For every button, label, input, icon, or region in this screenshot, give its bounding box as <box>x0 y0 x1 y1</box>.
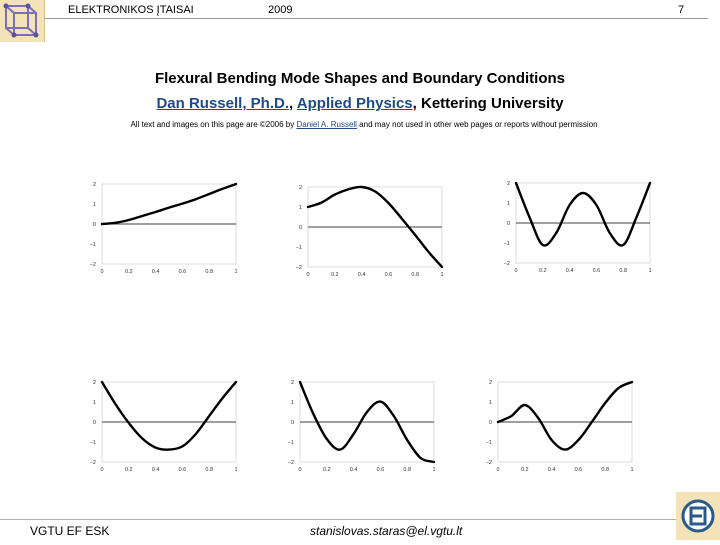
copyright-author-link[interactable]: Daniel A. Russell <box>296 120 357 129</box>
mode-shape-svg <box>288 378 440 474</box>
mode-shape-curve <box>102 184 236 224</box>
y-tick-label: −2 <box>486 460 492 466</box>
x-tick-label: 0.4 <box>349 467 358 473</box>
y-tick-label: 2 <box>290 380 294 386</box>
y-tick-label: 2 <box>488 380 492 386</box>
x-tick-label: 0 <box>100 467 104 473</box>
x-tick-label: 1 <box>440 272 444 278</box>
course-title: ELEKTRONIKOS ĮTAISAI <box>68 4 194 16</box>
x-tick-label: 0.8 <box>619 268 628 274</box>
page-number: 7 <box>678 4 685 16</box>
header-divider <box>44 18 708 19</box>
y-tick-label: 1 <box>506 201 510 207</box>
footer-divider <box>0 519 720 520</box>
university-logo-icon <box>0 0 45 42</box>
year-label: 2009 <box>268 4 293 16</box>
x-tick-label: 0.6 <box>178 467 187 473</box>
mode-shape-curve <box>516 183 650 246</box>
y-tick-label: 2 <box>92 182 96 188</box>
x-tick-label: 0 <box>306 272 310 278</box>
y-tick-label: 1 <box>92 202 96 208</box>
x-tick-label: 0.4 <box>547 467 556 473</box>
x-tick-label: 1 <box>630 467 634 473</box>
y-tick-label: 0 <box>290 420 294 426</box>
x-tick-label: 0.6 <box>574 467 583 473</box>
mode-shape-svg <box>504 179 656 275</box>
x-tick-label: 0.8 <box>205 467 214 473</box>
slide-header <box>0 0 720 42</box>
y-tick-label: 0 <box>298 225 302 231</box>
y-tick-label: −2 <box>504 261 510 267</box>
x-tick-label: 1 <box>234 269 238 275</box>
x-tick-label: 1 <box>648 268 652 274</box>
y-tick-label: −2 <box>90 262 96 268</box>
mode-shape-plot <box>288 378 440 474</box>
university-name: Kettering University <box>421 95 564 112</box>
mode-shape-svg <box>90 378 242 474</box>
mode-shape-svg <box>486 378 638 474</box>
mode-shape-svg <box>296 183 448 279</box>
subtitle-separator: , <box>412 95 421 112</box>
y-tick-label: −1 <box>90 440 96 446</box>
x-tick-label: 0.2 <box>520 467 529 473</box>
y-tick-label: 2 <box>92 380 96 386</box>
y-tick-label: 0 <box>488 420 492 426</box>
x-tick-label: 0.2 <box>124 467 133 473</box>
x-tick-label: 1 <box>234 467 238 473</box>
x-tick-label: 0.4 <box>151 269 160 275</box>
y-tick-label: 2 <box>298 185 302 191</box>
mode-shape-plot <box>486 378 638 474</box>
y-tick-label: 1 <box>290 400 294 406</box>
notice-text-after: and may not used in other web pages or reports without permission <box>356 120 598 129</box>
footer-email: stanislovas.staras@el.vgtu.lt <box>310 524 463 538</box>
mode-shape-plot <box>90 180 242 276</box>
x-tick-label: 0.2 <box>538 268 547 274</box>
x-tick-label: 0.8 <box>411 272 420 278</box>
x-tick-label: 0 <box>298 467 302 473</box>
y-tick-label: −2 <box>288 460 294 466</box>
x-tick-label: 0.6 <box>592 268 601 274</box>
x-tick-label: 0.6 <box>384 272 393 278</box>
x-tick-label: 0.4 <box>565 268 574 274</box>
y-tick-label: 1 <box>92 400 96 406</box>
page-title: Flexural Bending Mode Shapes and Boundary Conditions <box>154 70 566 87</box>
x-tick-label: 0.2 <box>124 269 133 275</box>
x-tick-label: 0.2 <box>322 467 331 473</box>
y-tick-label: −1 <box>504 241 510 247</box>
y-tick-label: 2 <box>506 181 510 187</box>
y-tick-label: −1 <box>288 440 294 446</box>
mode-shape-plot <box>504 179 656 275</box>
x-tick-label: 0.8 <box>403 467 412 473</box>
footer-department: VGTU EF ESK <box>30 524 110 538</box>
y-tick-label: −1 <box>296 245 302 251</box>
mode-shape-plot <box>90 378 242 474</box>
x-tick-label: 0.8 <box>205 269 214 275</box>
notice-text-before: All text and images on this page are ©2006 by <box>130 120 297 129</box>
y-tick-label: −2 <box>296 265 302 271</box>
y-tick-label: 1 <box>488 400 492 406</box>
copyright-notice <box>0 120 720 129</box>
y-tick-label: 0 <box>92 420 96 426</box>
x-tick-label: 0.4 <box>357 272 366 278</box>
faculty-logo-icon <box>676 492 720 540</box>
y-tick-label: −2 <box>90 460 96 466</box>
x-tick-label: 0.4 <box>151 467 160 473</box>
y-tick-label: −1 <box>90 242 96 248</box>
x-tick-label: 0 <box>514 268 518 274</box>
x-tick-label: 1 <box>432 467 436 473</box>
x-tick-label: 0.2 <box>330 272 339 278</box>
mode-shape-curve <box>102 382 236 450</box>
x-tick-label: 0.6 <box>178 269 187 275</box>
y-tick-label: 0 <box>92 222 96 228</box>
mode-shape-svg <box>90 180 242 276</box>
x-tick-label: 0 <box>100 269 104 275</box>
x-tick-label: 0.8 <box>601 467 610 473</box>
y-tick-label: −1 <box>486 440 492 446</box>
mode-shape-plot <box>296 183 448 279</box>
x-tick-label: 0 <box>496 467 500 473</box>
subtitle-separator: , <box>289 95 297 112</box>
y-tick-label: 1 <box>298 205 302 211</box>
author-link[interactable]: Dan Russell, Ph.D. <box>156 95 289 112</box>
y-tick-label: 0 <box>506 221 510 227</box>
mode-shape-curve <box>498 382 632 450</box>
department-link[interactable]: Applied Physics <box>296 95 413 112</box>
page-subtitle <box>0 95 720 112</box>
x-tick-label: 0.6 <box>376 467 385 473</box>
